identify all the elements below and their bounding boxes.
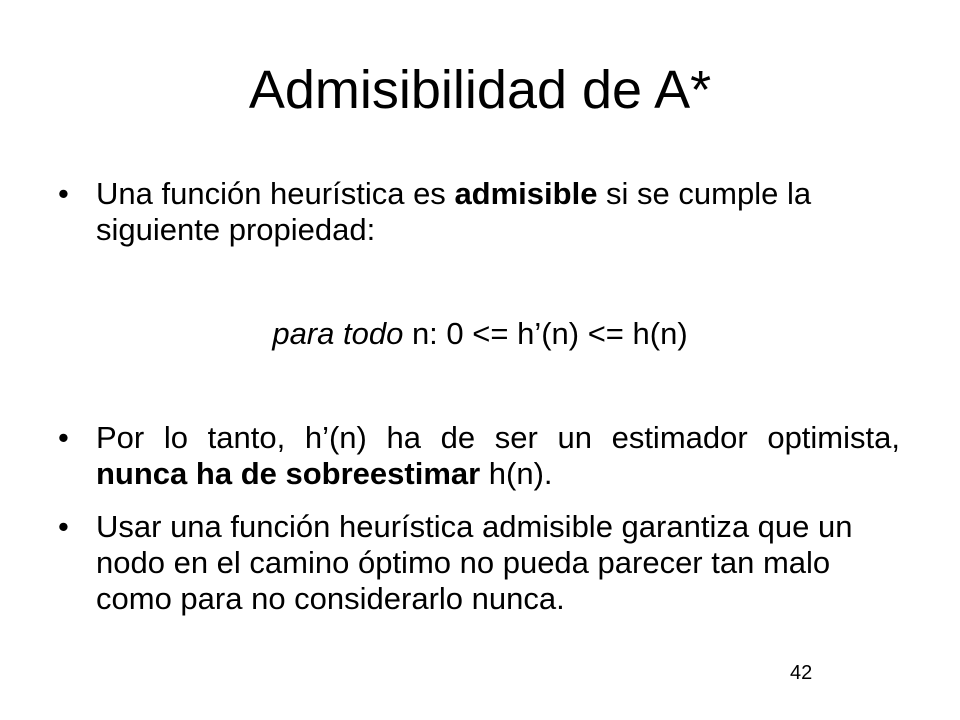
text-segment: si se cumple la siguiente propiedad:	[96, 176, 812, 247]
bullet-marker: •	[58, 509, 69, 544]
bullet-text	[96, 176, 900, 248]
page-number: 42	[790, 662, 813, 684]
bullet-optimistic-estimator	[58, 420, 900, 492]
bullet-marker: •	[58, 420, 69, 455]
formula-expression: n: 0 <= h’(n) <= h(n)	[403, 316, 688, 351]
text-segment: Por lo tanto, h’(n) ha de ser un estimador optimista,	[96, 420, 900, 455]
bullet-guarantee	[58, 509, 900, 617]
text-segment: Una función heurística es	[96, 176, 455, 211]
bold-term: nunca ha de sobreestimar	[96, 456, 481, 491]
text-segment: h(n).	[480, 456, 553, 491]
admissibility-formula	[0, 316, 960, 352]
formula-quantifier: para todo	[272, 316, 404, 351]
bullet-text: Usar una función heurística admisible garantiza que un nodo en el camino óptimo no pueda parecer tan malo como para no considerarlo nunca.	[96, 509, 853, 616]
bullet-text	[96, 420, 900, 492]
slide-title: Admisibilidad de A*	[248, 60, 712, 120]
bold-term: admisible	[454, 176, 598, 211]
bullet-admissible-definition	[58, 176, 900, 248]
bullet-marker: •	[58, 176, 69, 211]
